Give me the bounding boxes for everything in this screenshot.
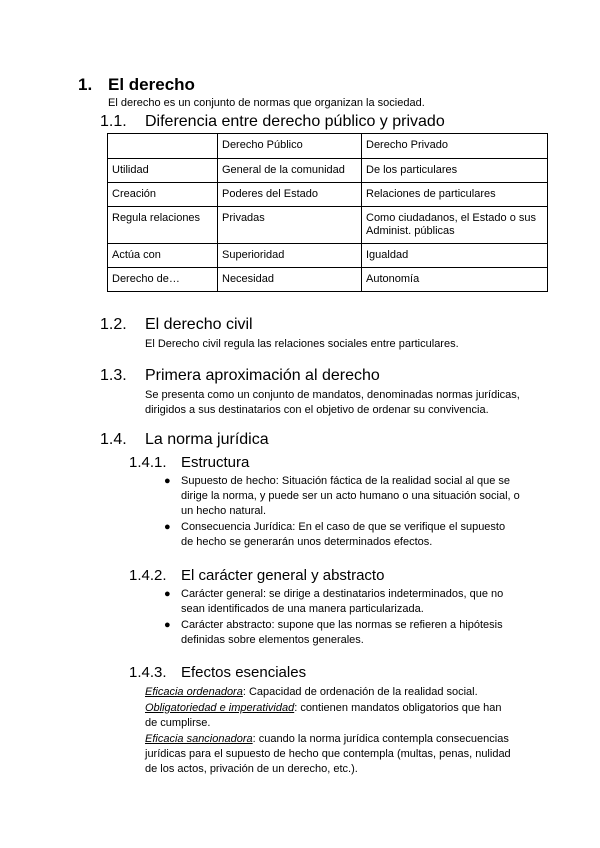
comparison-table (107, 133, 548, 292)
bullet-text (181, 520, 505, 536)
bullet-term: Carácter general (181, 588, 263, 600)
table-cell: Poderes del Estado (218, 183, 362, 207)
section-1-title: El derecho (108, 75, 195, 94)
section-1-2-number: 1.2. (100, 316, 127, 333)
table-cell: Derecho de… (108, 268, 218, 292)
effect-term: Eficacia ordenadora (145, 686, 243, 698)
bullet-term: Carácter abstracto (181, 619, 272, 631)
table-cell: Utilidad (108, 159, 218, 183)
effect-line: de los actos, privación de un derecho, etc.). (145, 763, 358, 775)
bullet-line: : se dirige a destinatarios indeterminados, que no (262, 588, 504, 600)
bullet-text (181, 618, 503, 634)
bullet-icon: ● (164, 521, 171, 533)
bullet-line: Situación fáctica de la realidad social al que se (281, 475, 511, 487)
effect-text: : Capacidad de ordenación de la realidad social. (242, 686, 478, 698)
bullet-icon: ● (164, 588, 171, 600)
bullet-icon: ● (164, 619, 171, 631)
effect-item (145, 732, 509, 748)
table-header-cell: Derecho Público (218, 134, 362, 159)
bullet-line: sean identificados de una manera particularizada. (181, 603, 424, 615)
effect-item (145, 685, 478, 701)
table-cell: Creación (108, 183, 218, 207)
table-cell: Autonomía (362, 268, 548, 292)
bullet-term: Supuesto de hecho: (181, 475, 279, 487)
bullet-line: : supone que las normas se refieren a hipótesis (271, 619, 503, 631)
table-row (108, 207, 548, 244)
effect-line: de cumplirse. (145, 717, 211, 729)
section-1-4-2-number: 1.4.2. (129, 567, 167, 584)
bullet-term: Consecuencia Jurídica: (181, 521, 296, 533)
effect-term: Eficacia sancionadora (145, 733, 253, 745)
table-cell: Actúa con (108, 244, 218, 268)
section-1-4-1-number: 1.4.1. (129, 454, 167, 471)
section-1-4-number: 1.4. (100, 431, 127, 448)
section-1-intro: El derecho es un conjunto de normas que organizan la sociedad. (108, 97, 425, 109)
table-row (108, 268, 548, 292)
bullet-line: dirige la norma, y puede ser un acto humano o una situación social, o (181, 490, 520, 502)
bullet-line: definidas sobre elementos generales. (181, 634, 364, 646)
table-header-row (108, 134, 548, 159)
bullet-text (181, 474, 510, 490)
table-row (108, 244, 548, 268)
table-cell: Necesidad (218, 268, 362, 292)
table-cell: General de la comunidad (218, 159, 362, 183)
section-1-4-3-title: Efectos esenciales (181, 664, 307, 681)
table-header-cell: Derecho Privado (362, 134, 548, 159)
section-1-3-line: Se presenta como un conjunto de mandatos, denominadas normas jurídicas, (145, 389, 520, 401)
section-1-number: 1. (78, 75, 93, 94)
section-1-2-title: El derecho civil (145, 316, 253, 333)
bullet-text (181, 587, 503, 603)
table-row (108, 159, 548, 183)
section-1-1-title: Diferencia entre derecho público y privado (145, 113, 445, 130)
section-1-3-number: 1.3. (100, 367, 127, 384)
effect-text: : contienen mandatos obligatorios que han (294, 702, 502, 714)
table-row (108, 183, 548, 207)
effect-item (145, 701, 502, 717)
bullet-icon: ● (164, 475, 171, 487)
table-cell: Regula relaciones (108, 207, 218, 244)
bullet-line: de hecho se generarán unos determinados efectos. (181, 536, 433, 548)
section-1-4-2-title: El carácter general y abstracto (181, 567, 385, 584)
bullet-line: En el caso de que se verifique el supuesto (298, 521, 506, 533)
table-cell: Relaciones de particulares (362, 183, 548, 207)
table-cell: Privadas (218, 207, 362, 244)
effect-text: : cuando la norma jurídica contempla consecuencias (252, 733, 509, 745)
table-cell: Como ciudadanos, el Estado o sus Administ. públicas (362, 207, 548, 244)
section-1-4-title: La norma jurídica (145, 431, 269, 448)
effect-line: jurídicas para el supuesto de hecho que contempla (multas, penas, nulidad (145, 748, 511, 760)
table-cell: Superioridad (218, 244, 362, 268)
bullet-line: un hecho natural. (181, 505, 267, 517)
effect-term: Obligatoriedad e imperatividad (145, 702, 295, 714)
section-1-3-line: dirigidos a sus destinatarios con el objetivo de ordenar su convivencia. (145, 404, 489, 416)
section-1-2-text: El Derecho civil regula las relaciones sociales entre particulares. (145, 338, 459, 350)
section-1-4-3-number: 1.4.3. (129, 664, 167, 681)
table-header-cell (108, 134, 218, 159)
section-1-1-number: 1.1. (100, 113, 127, 130)
table-cell: De los particulares (362, 159, 548, 183)
section-1-4-1-title: Estructura (181, 454, 250, 471)
section-1-3-title: Primera aproximación al derecho (145, 367, 380, 384)
table-cell: Igualdad (362, 244, 548, 268)
